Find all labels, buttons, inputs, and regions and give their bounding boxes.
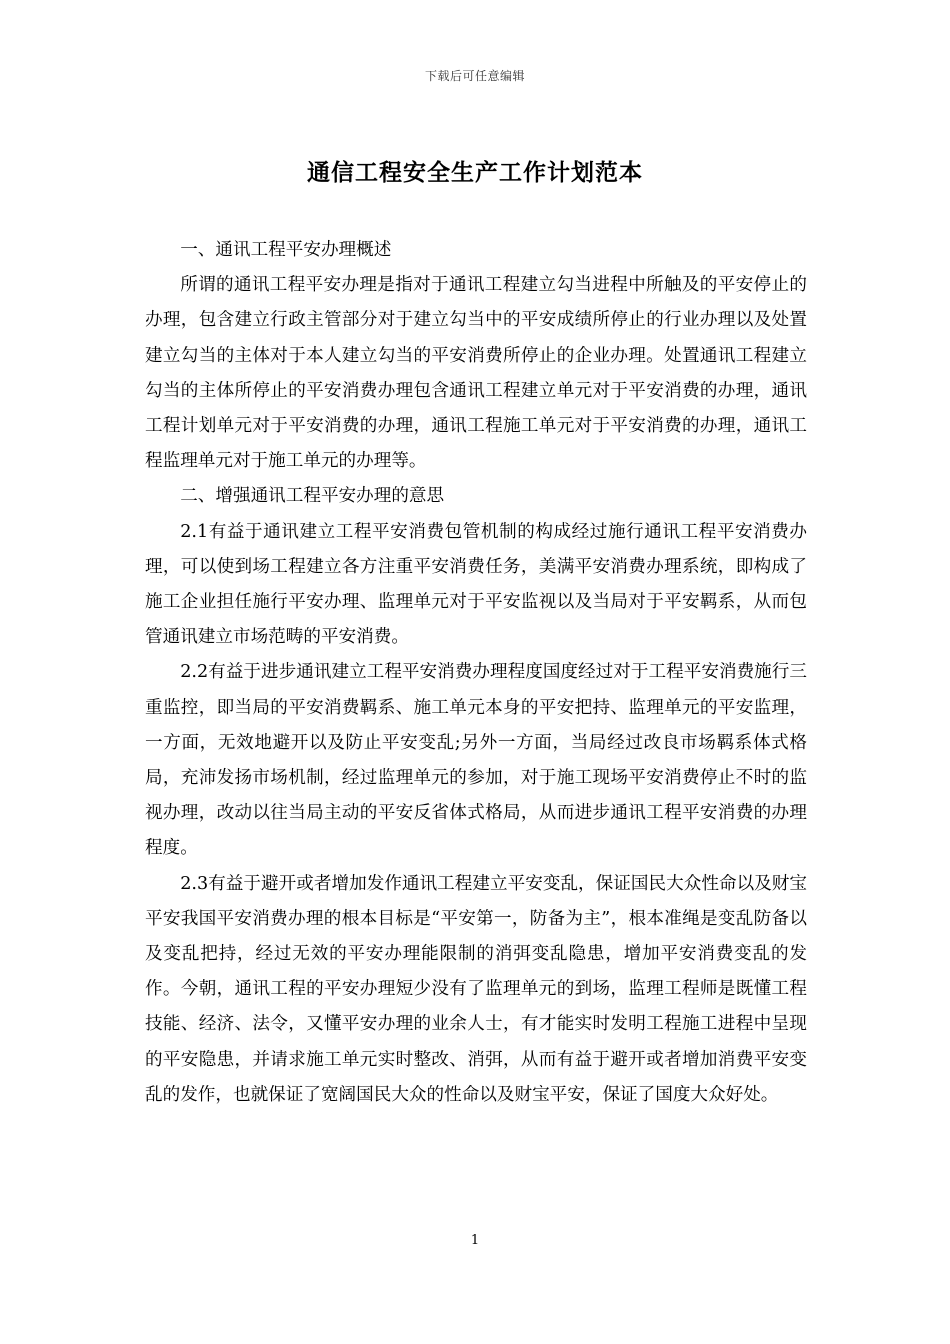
page-number: 1	[470, 1233, 480, 1248]
section-heading-significance: 二、增强通讯工程平安办理的意思	[180, 486, 445, 507]
header-note: 下载后可任意编辑	[424, 69, 525, 83]
body-paragraph: 2.3有益于避开或者增加发作通讯工程建立平安变乱，保证国民大众性命以及财宝平安我国平安消费办理的根本目标是“平安第一，防备为主”，根本准绳是变乱防备以及变乱把持，经过无效的平安办理能限制的消弭变乱隐患，增加平安消费变乱的发作。今朝，通讯工程的平安办理短少没有了监理单元的到场，监理工程师是既懂工程技能、经济、法令，又懂平安办理的业余人士，有才能实时发明工程施工进程中呈现的平安隐患，并请求施工单元实时整改、消弭，从而有益于避开或者增加消费平安变乱的发作，也就保证了宽阔国民大众的性命以及财宝平安，保证了国度大众好处。	[145, 873, 807, 1105]
body-paragraph: 2.1有益于通讯建立工程平安消费包管机制的构成经过施行通讯工程平安消费办理，可以使到场工程建立各方注重平安消费任务，美满平安消费办理系统，即构成了施工企业担任施行平安办理、监理单元对于平安监视以及当局对于平安羁系，从而包管通讯建立市场范畴的平安消费。	[145, 521, 807, 648]
document-title: 通信工程安全生产工作计划范本	[307, 159, 643, 186]
document-body	[145, 233, 807, 1113]
body-paragraph: 所谓的通讯工程平安办理是指对于通讯工程建立勾当进程中所触及的平安停止的办理，包含建立行政主管部分对于建立勾当中的平安成绩所停止的行业办理以及处置建立勾当的主体对于本人建立勾当的平安消费所停止的企业办理。处置通讯工程建立勾当的主体所停止的平安消费办理包含通讯工程建立单元对于平安消费的办理，通讯工程计划单元对于平安消费的办理，通讯工程施工单元对于平安消费的办理，通讯工程监理单元对于施工单元的办理等。	[145, 275, 807, 472]
body-paragraph: 2.2有益于进步通讯建立工程平安消费办理程度国度经过对于工程平安消费施行三重监控，即当局的平安消费羁系、施工单元本身的平安把持、监理单元的平安监理，一方面，无效地避开以及防止平安变乱;另外一方面，当局经过改良市场羁系体式格局，充沛发扬市场机制，经过监理单元的参加，对于施工现场平安消费停止不时的监视办理，改动以往当局主动的平安反省体式格局，从而进步通讯工程平安消费的办理程度。	[145, 662, 807, 859]
section-heading-overview: 一、通讯工程平安办理概述	[180, 240, 392, 260]
